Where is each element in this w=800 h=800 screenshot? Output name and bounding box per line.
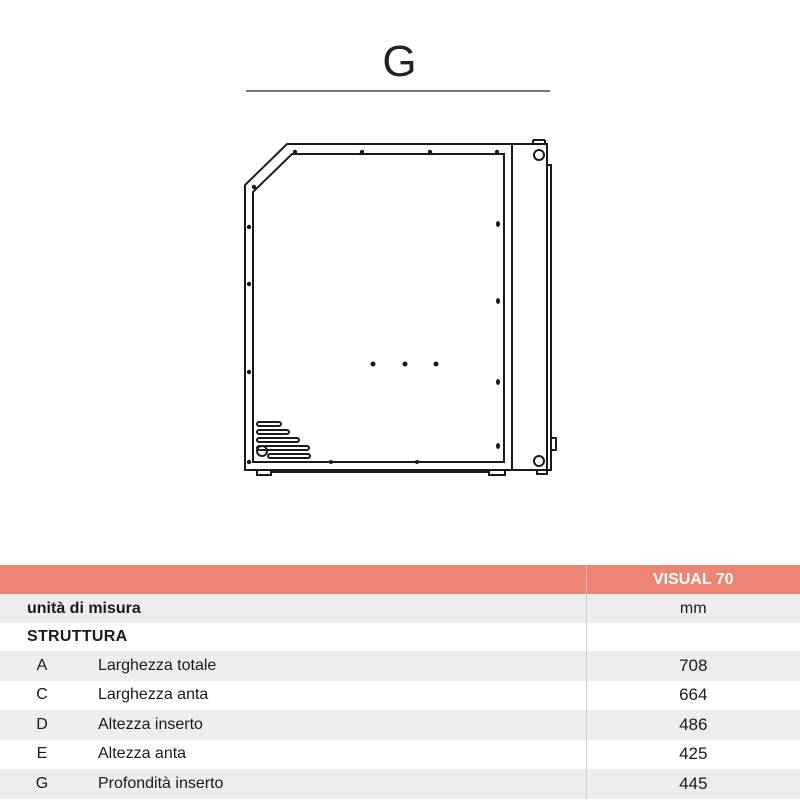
row-code: E: [36, 745, 48, 763]
vent-slot: [257, 430, 289, 434]
unit-row: [0, 594, 800, 623]
table-row: [0, 651, 800, 681]
row-description: Altezza inserto: [84, 710, 586, 740]
row-value: 486: [586, 710, 800, 740]
row-description: Altezza anta: [98, 745, 187, 763]
rear-panel-edge: [547, 165, 551, 470]
rear-panel: [512, 144, 547, 470]
row-value: 708: [586, 651, 800, 681]
unit-value: mm: [586, 594, 800, 623]
vent-slot: [257, 438, 299, 442]
table-row: [0, 681, 800, 711]
row-code: G: [0, 769, 84, 799]
view-letter: G: [382, 37, 418, 86]
table-row: [0, 740, 800, 770]
inner-frame: [253, 154, 504, 462]
row-description: Larghezza totale: [84, 651, 586, 681]
foot-left: [257, 470, 271, 475]
unit-label: unità di misura: [0, 594, 586, 623]
foot-rear: [537, 470, 547, 474]
row-code: C: [36, 686, 48, 704]
bottom-hinge: [534, 456, 544, 466]
row-value: 425: [586, 740, 800, 770]
foot-right: [489, 470, 505, 475]
top-hinge: [534, 150, 544, 160]
row-description: Profondità inserto: [84, 769, 586, 799]
vent-slot: [268, 454, 310, 458]
body-outline: [245, 144, 512, 470]
section-value-blank: [586, 623, 800, 651]
table-header-row: [0, 565, 800, 594]
row-description: Larghezza anta: [98, 686, 209, 704]
section-row: [0, 623, 800, 651]
latch: [551, 438, 556, 450]
row-value: 445: [586, 769, 800, 799]
section-label: STRUTTURA: [0, 623, 586, 651]
table-row: [0, 710, 800, 740]
header-blank: [0, 565, 586, 594]
table-row: [0, 769, 800, 799]
row-code: A: [0, 651, 84, 681]
row-value: 664: [586, 681, 800, 711]
model-header: VISUAL 70: [586, 565, 800, 594]
specs-table: [0, 565, 800, 799]
row-code: D: [0, 710, 84, 740]
vent-slot: [257, 422, 281, 426]
